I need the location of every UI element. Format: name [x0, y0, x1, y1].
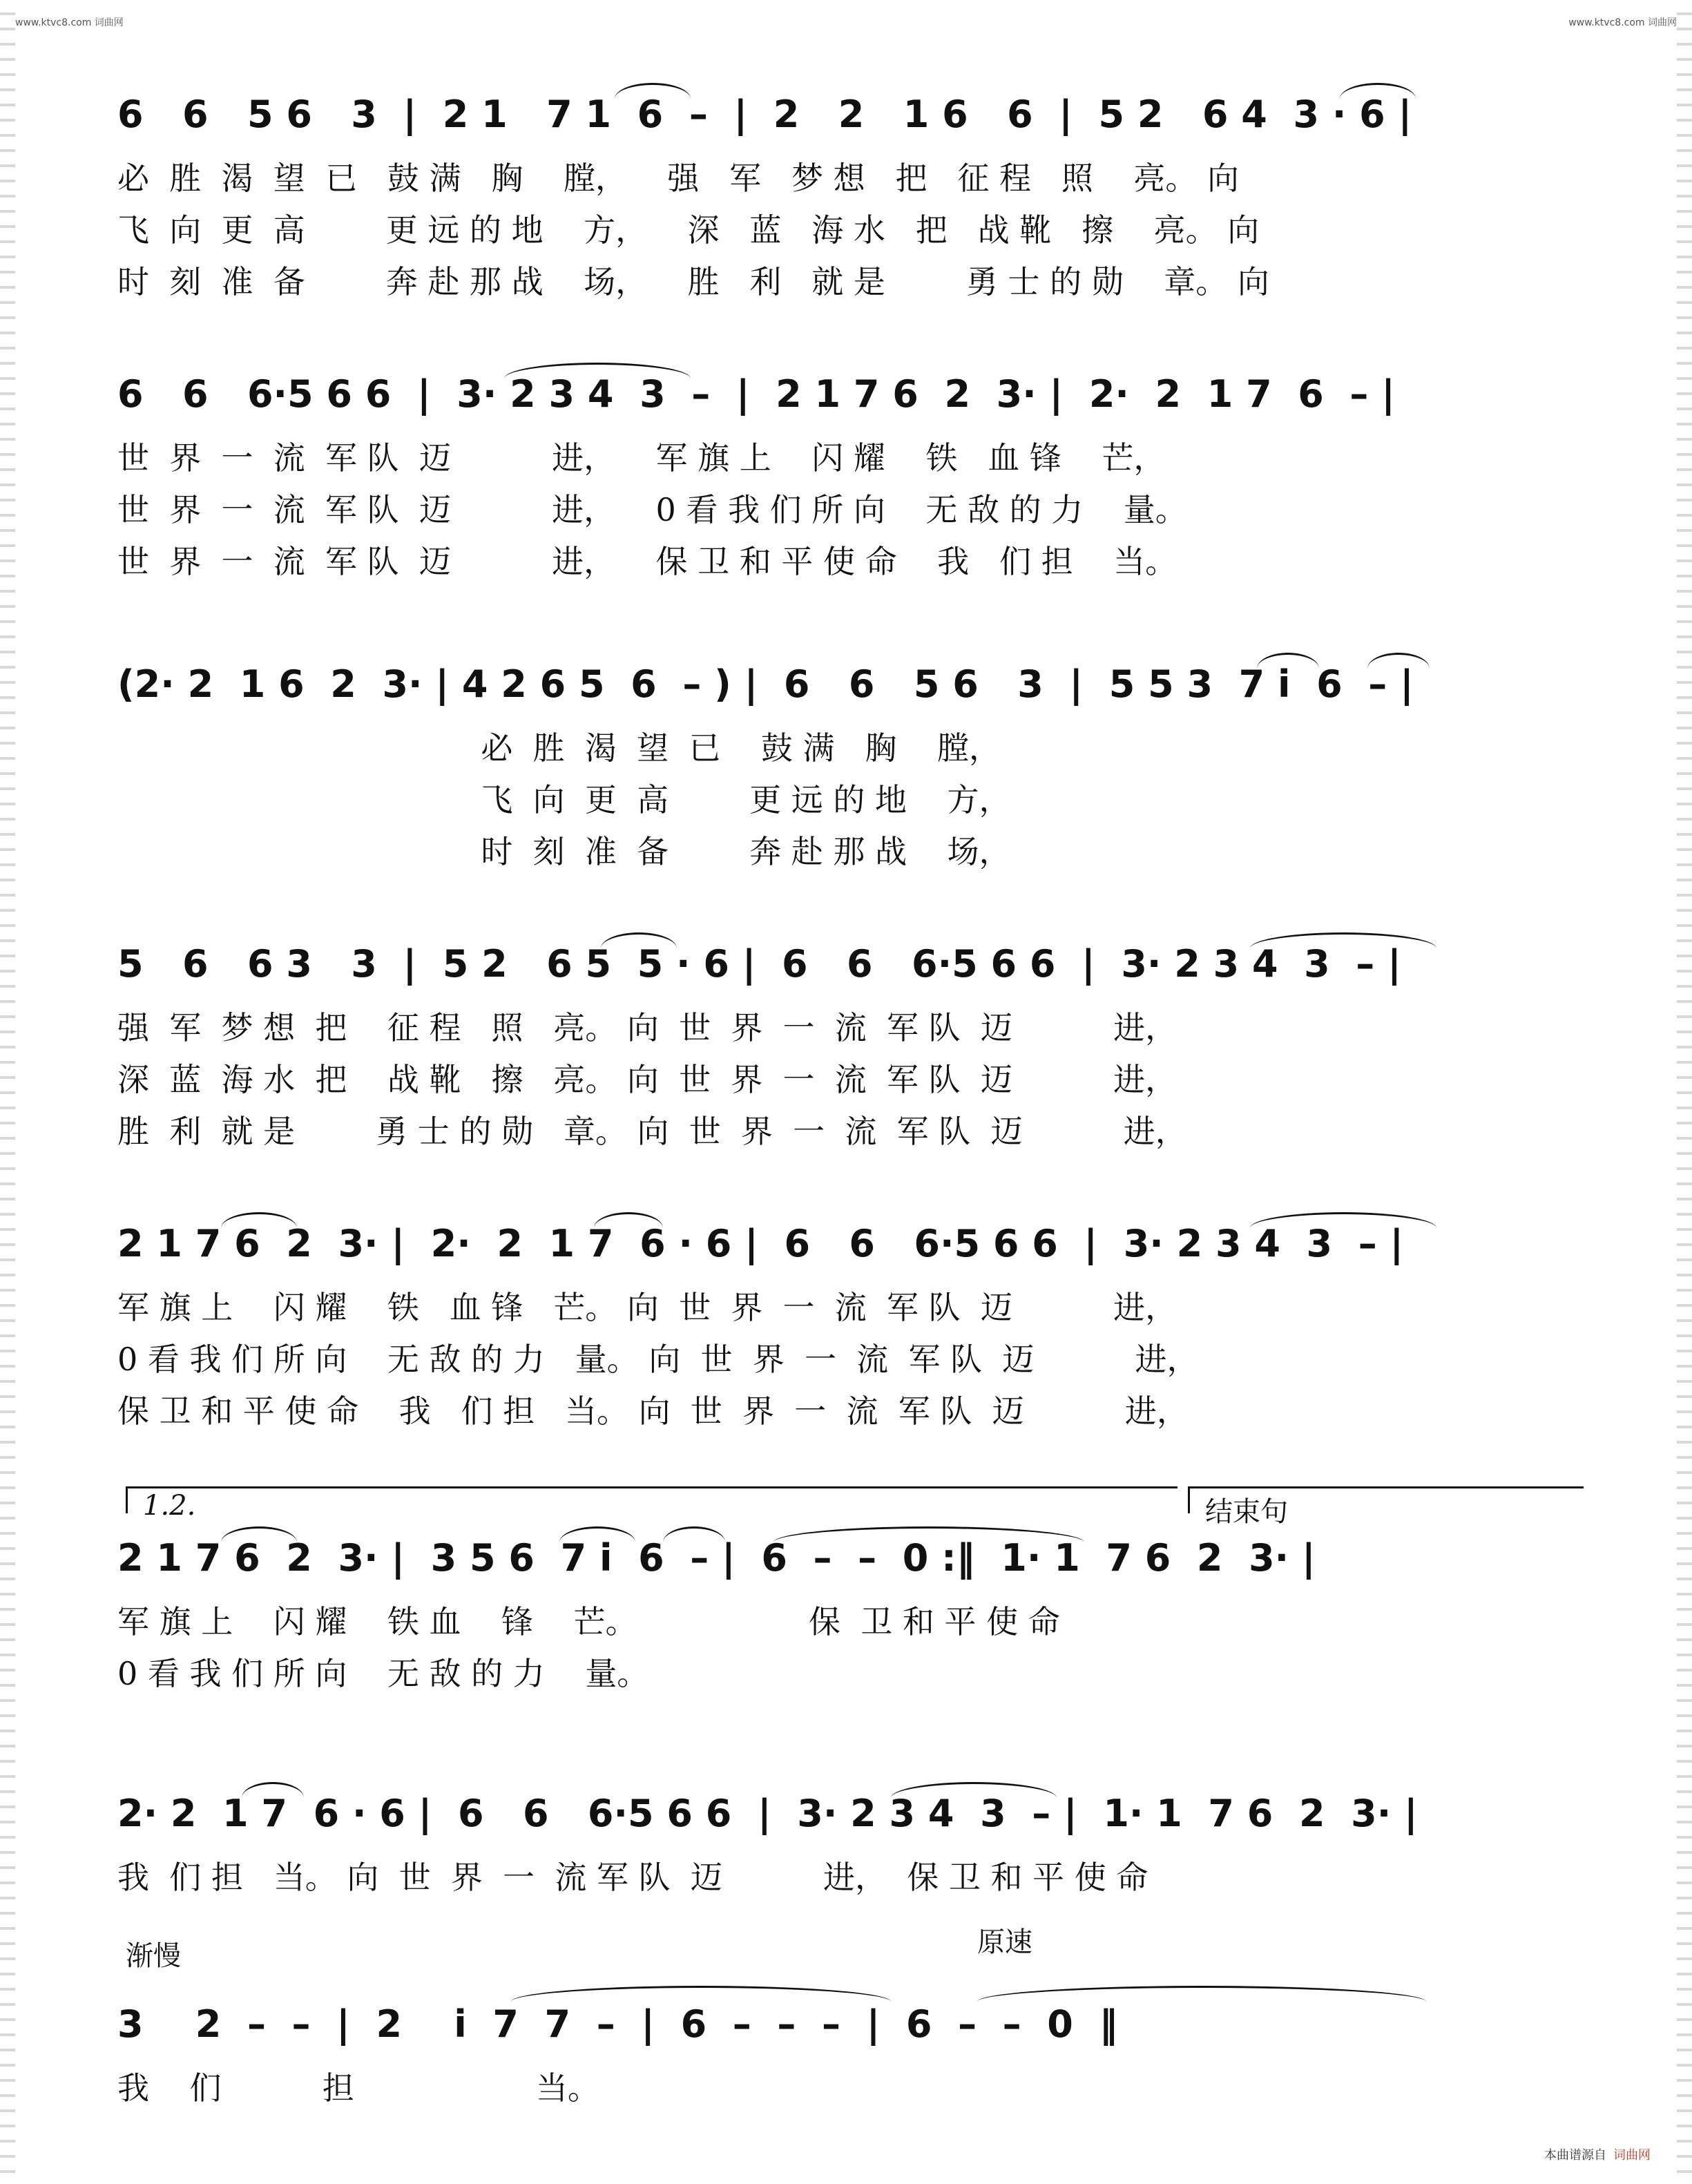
- lyrics-verse-1: 军 旗 上 闪 耀 铁 血 锋 芒。 保 卫 和 平 使 命: [117, 1603, 1060, 1640]
- notation-line: (2· 2 1 6 2 3· | 4 2 6 5 6 – ) | 6 6 5 6 3 | 5 5 3 7 i 6 – |: [117, 662, 1414, 706]
- source-footer: [1544, 2145, 1651, 2163]
- lyrics-verse-2: 飞 向 更 高 更 远 的 地 方，: [117, 781, 1011, 818]
- lyrics-verse-1: 必 胜 渴 望 已 鼓 满 胸 膛， 强 军 梦 想 把 征 程 照 亮。 向: [117, 160, 1239, 197]
- lyrics-verse-1: 强 军 梦 想 把 征 程 照 亮。 向 世 界 一 流 军 队 迈 进，: [117, 1009, 1177, 1046]
- first-ending-bracket: [126, 1486, 1177, 1522]
- lyrics-verse-3: 时 刻 准 备 奔 赴 那 战 场， 胜 利 就 是 勇 士 的 勋 章。 向: [117, 263, 1269, 300]
- footer-source: 本曲谱源自: [1544, 2148, 1606, 2163]
- tie: [511, 1986, 891, 2002]
- watermark-left: www.ktvc8.com 词曲网: [15, 17, 124, 28]
- lyrics-verse-3: 胜 利 就 是 勇 士 的 勋 章。 向 世 界 一 流 军 队 迈 进，: [117, 1113, 1187, 1150]
- notation-line: 2 1 7 6 2 3· | 2· 2 1 7 6 · 6 | 6 6 6·5 6 6 | 3· 2 3 4 3 – |: [117, 1221, 1404, 1265]
- right-border-strip: [1677, 0, 1692, 2184]
- ending-label: 结束句: [1205, 1496, 1288, 1528]
- lyrics-verse-1: 我 们 担 当。: [117, 2069, 599, 2107]
- lyrics-verse-1: 我 们 担 当。 向 世 界 一 流 军 队 迈 进， 保 卫 和 平 使 命: [117, 1859, 1148, 1896]
- notation-line: 5 6 6 3 3 | 5 2 6 5 5 · 6 | 6 6 6·5 6 6 | 3· 2 3 4 3 – |: [117, 941, 1401, 986]
- ending-phrase-bracket: [1188, 1486, 1584, 1528]
- lyrics-verse-2: 0 看 我 们 所 向 无 敌 的 力 量。 向 世 界 一 流 军 队 迈 进，: [117, 1341, 1199, 1378]
- volta-label: 1.2.: [143, 1490, 196, 1522]
- lyrics-verse-1: 军 旗 上 闪 耀 铁 血 锋 芒。 向 世 界 一 流 军 队 迈 进，: [117, 1289, 1177, 1326]
- tie: [977, 1986, 1426, 2002]
- lyrics-verse-2: 深 蓝 海 水 把 战 靴 擦 亮。 向 世 界 一 流 军 队 迈 进，: [117, 1061, 1177, 1098]
- watermark-right: www.ktvc8.com 词曲网: [1568, 17, 1677, 28]
- lyrics-verse-2: 飞 向 更 高 更 远 的 地 方， 深 蓝 海 水 把 战 靴 擦 亮。 向: [117, 211, 1260, 249]
- lyrics-verse-1: 世 界 一 流 军 队 迈 进， 军 旗 上 闪 耀 铁 血 锋 芒，: [117, 439, 1166, 477]
- lyrics-verse-3: 保 卫 和 平 使 命 我 们 担 当。 向 世 界 一 流 军 队 迈 进，: [117, 1392, 1189, 1430]
- lyrics-verse-3: 世 界 一 流 军 队 迈 进， 保 卫 和 平 使 命 我 们 担 当。: [117, 543, 1177, 580]
- footer-site-link[interactable]: 词曲网: [1613, 2148, 1651, 2163]
- rit-marking: 渐慢: [126, 1940, 181, 1972]
- notation-line: 2· 2 1 7 6 · 6 | 6 6 6·5 6 6 | 3· 2 3 4 3 – | 1· 1 7 6 2 3· |: [117, 1791, 1418, 1835]
- lyrics-verse-2: 世 界 一 流 军 队 迈 进， 0 看 我 们 所 向 无 敌 的 力 量。: [117, 491, 1187, 528]
- notation-line: 6 6 5 6 3 | 2 1 7 1 6 – | 2 2 1 6 6 | 5 2 6 4 3 · 6 |: [117, 92, 1412, 136]
- lyrics-verse-1: 必 胜 渴 望 已 鼓 满 胸 膛，: [117, 729, 1001, 767]
- notation-line: 2 1 7 6 2 3· | 3 5 6 7 i 6 – | 6 – – 0 :‖ 1· 1 7 6 2 3· |: [117, 1535, 1316, 1580]
- left-border-strip: [0, 0, 15, 2184]
- a-tempo-marking: 原速: [977, 1926, 1032, 1958]
- lyrics-verse-2: 0 看 我 们 所 向 无 敌 的 力 量。: [117, 1655, 649, 1692]
- notation-line: 6 6 6·5 6 6 | 3· 2 3 4 3 – | 2 1 7 6 2 3· | 2· 2 1 7 6 – |: [117, 372, 1395, 416]
- lyrics-verse-3: 时 刻 准 备 奔 赴 那 战 场，: [117, 833, 1011, 870]
- notation-line: 3 2 – – | 2 i 7 7 – | 6 – – – | 6 – – 0 ‖: [117, 2002, 1118, 2046]
